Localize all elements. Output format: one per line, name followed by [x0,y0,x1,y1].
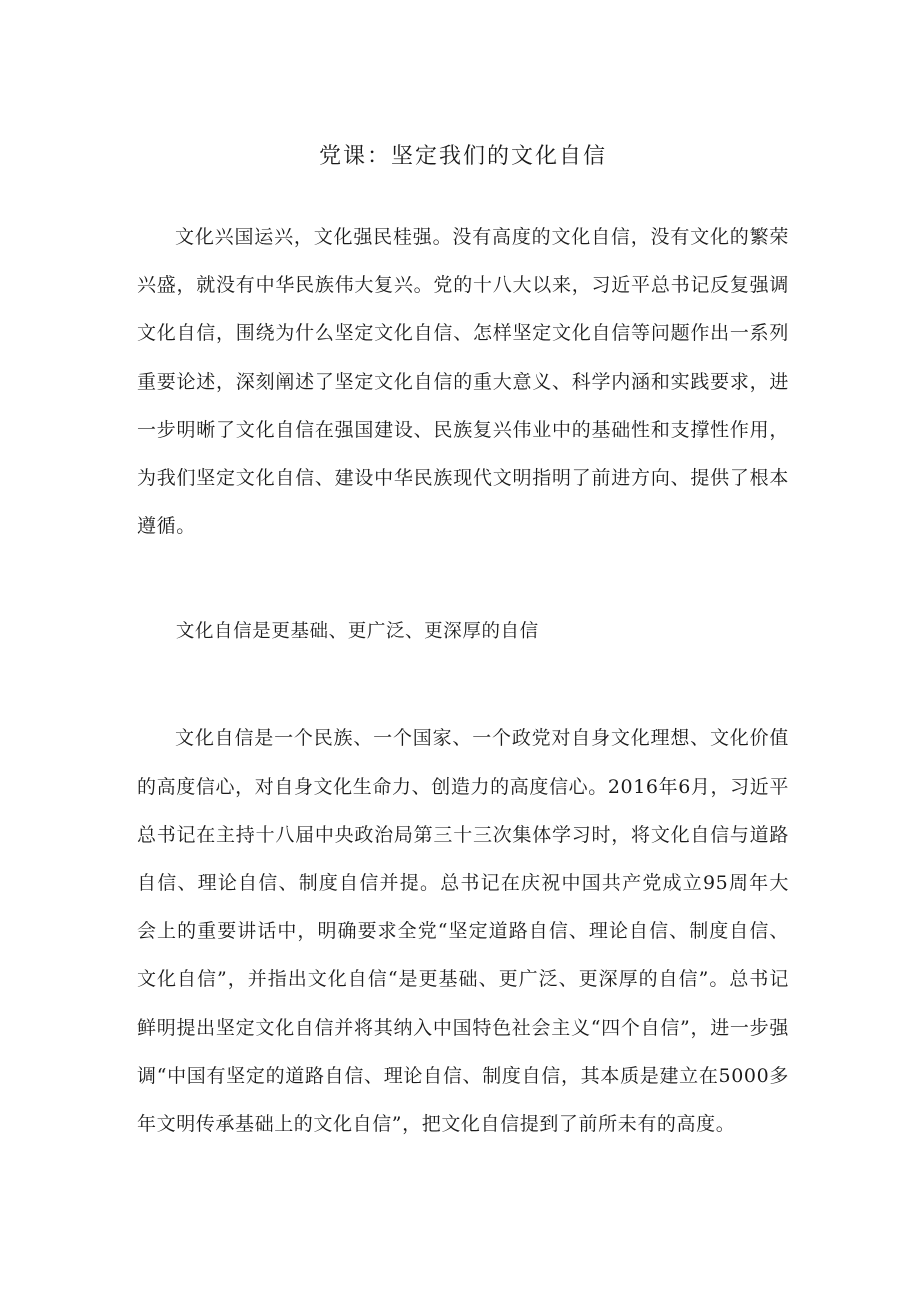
document-page [137,135,789,1148]
intro-paragraph: 文化兴国运兴，文化强民桂强。没有高度的文化自信，没有文化的繁荣兴盛，就没有中华民族伟大复兴。党的十八大以来，习近平总书记反复强调文化自信，围绕为什么坚定文化自信、怎样坚定文化自信等问题作出一系列重要论述，深刻阐述了坚定文化自信的重大意义、科学内涵和实践要求，进一步明晰了文化自信在强国建设、民族复兴伟业中的基础性和支撑性作用，为我们坚定文化自信、建设中华民族现代文明指明了前进方向、提供了根本遵循。 [137,226,789,538]
section-heading: 文化自信是更基础、更广泛、更深厚的自信 [175,621,539,643]
section-paragraph: 文化自信是一个民族、一个国家、一个政党对自身文化理想、文化价值的高度信心，对自身文化生命力、创造力的高度信心。2016年6月，习近平总书记在主持十八届中央政治局第三十三次集体学习时，将文化自信与道路自信、理论自信、制度自信并提。总书记在庆祝中国共产党成立95周年大会上的重要讲话中，明确要求全党“坚定道路自信、理论自信、制度自信、文化自信”，并指出文化自信“是更基础、更广泛、更深厚的自信”。总书记鲜明提出坚定文化自信并将其纳入中国特色社会主义“四个自信”，进一步强调“中国有坚定的道路自信、理论自信、制度自信，其本质是建立在5000多年文明传承基础上的文化自信”，把文化自信提到了前所未有的高度。 [137,727,789,1136]
document-title: 党课：坚定我们的文化自信 [318,144,607,169]
